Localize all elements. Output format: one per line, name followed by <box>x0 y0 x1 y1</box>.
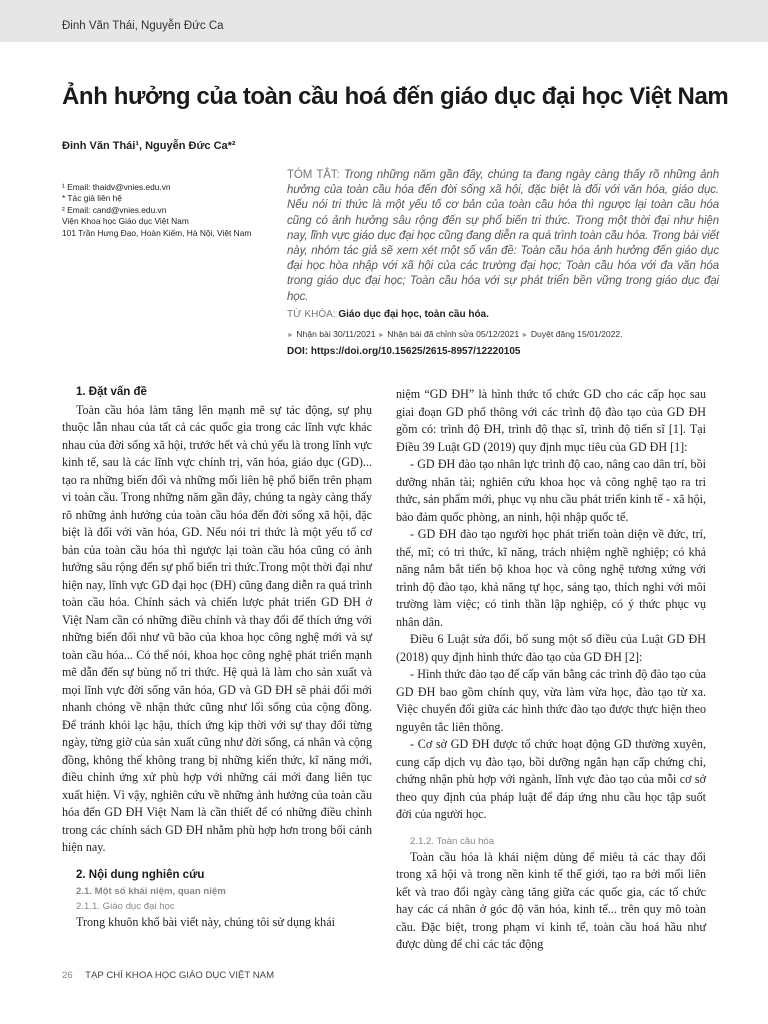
paragraph: Toàn cầu hóa là khái niệm dùng để miêu tả các thay đổi trong xã hội và trong nền kinh tế thế giới, tạo ra bởi mối liên kết và trao đổi ngày càng tăng giữa các quốc gia, các tổ chức hay các cá nhân ở góc độ văn hóa, kinh tế... trên quy mô toàn cầu. Đặc biệt, trong phạm vi kinh tế, toàn cầu hoá hầu như được dùng để chỉ các tác động <box>396 849 706 951</box>
keywords-text: Giáo dục đại học, toàn cầu hóa. <box>335 309 489 320</box>
paragraph: - GD ĐH đào tạo nhân lực trình độ cao, nâng cao dân trí, bồi dưỡng nhân tài; nghiên cứu khoa học và công nghệ tạo ra tri thức, sản phẩm mới, phục vụ nhu cầu phát triển kinh tế - xã hội, bảo đảm quốc phòng, an ninh, hội nhập quốc tế. <box>396 457 706 524</box>
paragraph: - Hình thức đào tạo để cấp văn bằng các trình độ đào tạo của GD ĐH bao gồm chính quy, vừa làm vừa học, đào tạo từ xa. Việc chuyển đổi giữa các hình thức đào tạo được thực hiện theo nguyên tắc liên thông. <box>396 667 706 734</box>
page-footer <box>62 970 274 981</box>
received-date: Nhận bài 30/11/2021 <box>296 329 376 339</box>
page-number: 26 <box>62 970 73 981</box>
abstract-label: TÓM TẮT: <box>287 169 340 181</box>
article-title: Ảnh hưởng của toàn cầu hoá đến giáo dục đại học Việt Nam <box>62 83 729 110</box>
paragraph: - GD ĐH đào tạo người học phát triển toàn diện về đức, trí, thể, mĩ; có tri thức, kĩ năng, trách nhiệm nghề nghiệp; có khả năng nắm bắt tiến bộ khoa học và công nghệ tương xứng với trình độ đào tạo, khả năng tự học, sáng tạo, thích nghi với môi trường làm việc; có tinh thần lập nghiệp, có ý thức phục vụ nhân dân. <box>396 527 706 629</box>
article-dates <box>287 329 623 339</box>
paragraph: Điều 6 Luật sửa đổi, bổ sung một số điều của Luật GD ĐH (2018) quy định hình thức đào tạo của GD ĐH [2]: <box>396 632 706 664</box>
revised-date: Nhận bài đã chỉnh sửa 05/12/2021 <box>387 329 520 339</box>
subsection-heading: 2.1. Một số khái niệm, quan niệm <box>76 886 226 897</box>
author-email-1: ¹ Email: thaidv@vnies.edu.vn <box>62 182 171 192</box>
triangle-icon: ► <box>377 332 385 339</box>
paragraph: Trong khuôn khổ bài viết này, chúng tôi sử dụng khái <box>76 915 335 929</box>
corresponding-author-note: * Tác giả liên hệ <box>62 193 122 204</box>
triangle-icon: ► <box>521 332 529 339</box>
institute-address: 101 Trần Hưng Đạo, Hoàn Kiếm, Hà Nội, Việt Nam <box>62 227 252 238</box>
keywords-label: TỪ KHÓA: <box>287 309 336 320</box>
subsubsection-heading: 2.1.1. Giáo dục đại học <box>76 901 175 912</box>
accepted-date: Duyệt đăng 15/01/2022. <box>530 329 623 339</box>
doi-link[interactable]: DOI: https://doi.org/10.15625/2615-8957/12220105 <box>287 346 521 357</box>
abstract <box>287 168 719 305</box>
section-heading: 2. Nội dung nghiên cứu <box>76 868 205 881</box>
paragraph: - Cơ sở GD ĐH được tổ chức hoạt động GD thường xuyên, cung cấp dịch vụ đào tạo, bồi dưỡng ngắn hạn cấp chứng chỉ, chứng nhận phù hợp với ngành, lĩnh vực đào tạo của mỗi cơ sở theo quy định của pháp luật để đáp ứng nhu cầu học tập suốt đời của người học. <box>396 737 706 821</box>
author-email-2: ² Email: cand@vnies.edu.vn <box>62 204 167 215</box>
abstract-text: Trong những năm gần đây, chúng ta đang ngày càng thấy rõ những ảnh hưởng của toàn cầu hóa đến đời sống xã hội, đặc biệt là đối với văn hóa, giáo dục. Nếu nói tri thức là một yếu tố cơ bản của toàn cầu hóa thì ngược lại toàn cầu hóa cũng có ảnh hưởng sâu rộng đến sự phổ biến tri thức. Trong một thời đại như hiện nay, lĩnh vực giáo dục đại học cũng đang diễn ra quá trình toàn cầu hóa. Trong bài viết này, nhóm tác giả sẽ xem xét một số vấn đề: Toàn cầu hóa ảnh hưởng đến giáo dục đại học hòa nhập với xã hội của các trường đại học; Toàn cầu hóa với đa văn hóa trong giáo dục đại học; Toàn cầu hóa với sự phát triển bền vững trong giáo dục đại học. <box>287 169 719 303</box>
paragraph: niệm “GD ĐH” là hình thức tổ chức GD cho các cấp học sau giai đoạn GD phổ thông với các trình độ đào tạo của GD ĐH gồm có: trình độ ĐH, trình độ thạc sĩ, trình độ tiến sĩ [1]. Tại Điều 39 Luật GD (2019) quy định mục tiêu của GD ĐH [1]: <box>396 387 706 454</box>
section-heading: 1. Đặt vấn đề <box>76 386 147 398</box>
paragraph: Toàn cầu hóa làm tăng lên mạnh mẽ sự tác động, sự phụ thuộc lẫn nhau của tất cả các quốc gia trong các lĩnh vực khác nhau của đời sống xã hội, trước hết và chủ yếu là trong lĩnh vực kinh tế, sau là các lĩnh vực chính trị, văn hóa, giáo dục (GD)... tạo ra những biến đổi và những mối liên hệ phổ biến trên phạm vi toàn cầu. Trong những năm gần đây, chúng ta ngày càng thấy rõ những ảnh hưởng của toàn cầu hóa đến đời sống xã hội, đặc biệt là đối với văn hóa, GD. Nếu nói tri thức là một yếu tố cơ bản của toàn cầu hóa thì ngược lại toàn cầu hóa cũng có ảnh hưởng sâu rộng đến sự phổ biến tri thức.Trong một thời đại như hiện nay, lĩnh vực GD đại học (ĐH) cũng đang diễn ra quá trình toàn cầu hóa. Chính sách và chiến lược phát triển GD ĐH ở Việt Nam cần có những điều chỉnh và thay đổi để thích ứng với những biến đổi như vũ bão của khoa học công nghệ mới và sự toàn cầu hóa... Có thể nói, khoa học công nghệ phát triển mạnh mẽ dẫn đến sự bùng nổ tri thức. Hệ quả là làm cho sản xuất và mọi lĩnh vực đời sống văn hóa, GD và GD ĐH sẽ phải đổi mới nhanh chóng về nhận thức cũng như lối sống của cộng đồng. Để tránh khỏi lạc hậu, thích ứng kịp thời với sự thay đổi từng ngày, từng giờ của sản xuất cũng như đời sống, cá nhân và cộng đồng, không thể không trang bị những kiến thức, kĩ năng mới, điều chỉnh ứng xử phù hợp với những cái mới đang liên tục xuất hiện. Vì vậy, nghiên cứu về những ảnh hưởng của toàn cầu hóa đến GD ĐH Việt Nam là cần thiết để có những điều chỉnh trong các chính sách GD ĐH nhằm phù hợp hơn trong bối cảnh hiện nay. <box>62 402 372 854</box>
journal-name: TẠP CHÍ KHOA HỌC GIÁO DỤC VIỆT NAM <box>85 970 275 981</box>
subsubsection-heading: 2.1.2. Toàn cầu hóa <box>410 835 495 847</box>
affiliation-block <box>62 182 272 239</box>
running-header-authors: Đinh Văn Thái, Nguyễn Đức Ca <box>62 20 224 32</box>
keywords <box>287 309 489 320</box>
author-list: Đinh Văn Thái¹, Nguyễn Đức Ca*² <box>62 140 236 152</box>
institute-name: Viện Khoa học Giáo dục Việt Nam <box>62 216 189 227</box>
triangle-icon: ► <box>287 332 294 339</box>
body-column-left <box>62 384 372 932</box>
body-column-right <box>396 386 706 954</box>
